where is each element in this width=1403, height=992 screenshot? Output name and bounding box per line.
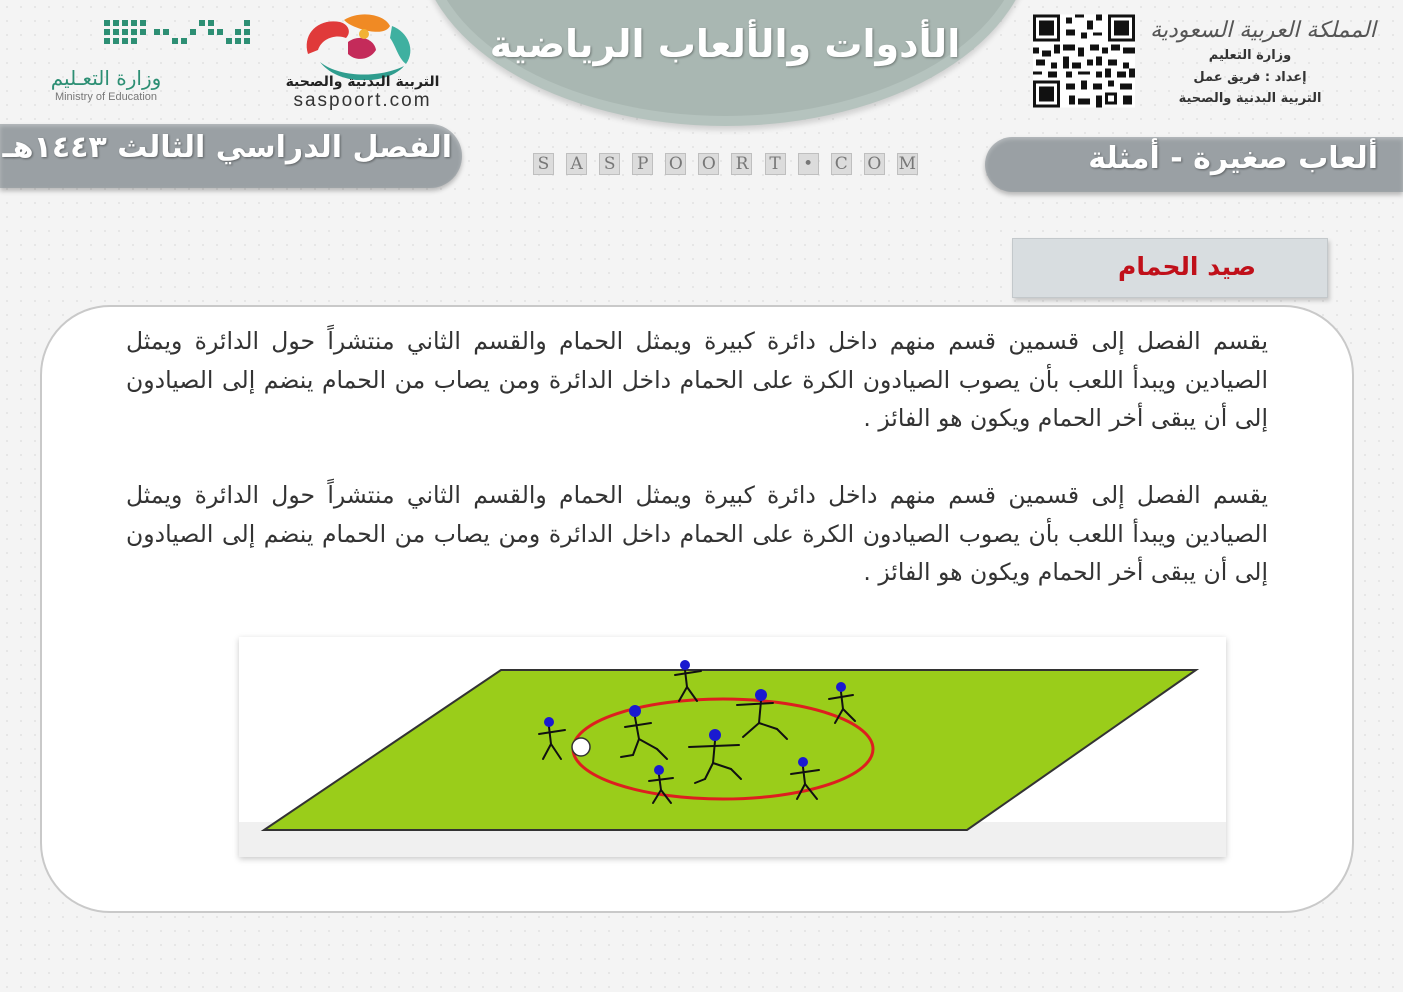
watermark-letter: O (665, 153, 686, 175)
site-logo-domain[interactable]: saspoort.com (293, 90, 432, 111)
watermark-letter: M (898, 154, 917, 174)
prepared-by: إعداد : فريق عمل (1193, 70, 1307, 85)
watermark-letter: A (566, 153, 587, 175)
watermark-letter: • (798, 153, 819, 175)
games-label: ألعاب صغيرة - أمثلة (1088, 141, 1378, 176)
department-name: التربية البدنية والصحية (1178, 91, 1322, 106)
figure-head (798, 757, 808, 767)
semester-label: الفصل الدراسي الثالث ١٤٤٣هـ (2, 130, 452, 165)
ball-icon (572, 738, 590, 756)
watermark (533, 152, 918, 176)
ministry-logo-english: Ministry of Education (54, 91, 158, 103)
watermark-letter: T (765, 153, 786, 175)
game-description-paragraph: يقسم الفصل إلى قسمين قسم منهم داخل دائرة كبيرة ويمثل الحمام والقسم الثاني منتشراً حول الدائرة ويمثل الصيادين ويبدأ اللعب بأن يصوب الصيادون الكرة على الحمام داخل الدائرة ومن يصاب من الحمام ينضم إلى الصيادون إلى أن يبقى أخر الحمام ويكون هو الفائز . (126, 327, 1268, 432)
figure-head (755, 689, 767, 701)
watermark-letter: S (599, 153, 620, 175)
playing-field (264, 670, 1196, 830)
figure-head (709, 729, 721, 741)
watermark-letter: C (831, 153, 852, 175)
watermark-letter: S (533, 153, 554, 175)
game-illustration (239, 637, 1226, 857)
ministry-name: وزارة التعليم (1208, 48, 1292, 63)
ministry-logo-arabic: وزارة التعـليم (50, 66, 162, 90)
figure-head (680, 660, 690, 670)
figure-head (629, 705, 641, 717)
ministry-logo-icon (104, 18, 254, 52)
site-logo-icon (300, 12, 420, 80)
watermark-letter: O (698, 153, 719, 175)
site-logo-arabic: التربية البدنية والصحية (285, 74, 440, 90)
page-title: الأدوات والألعاب الرياضية (489, 22, 961, 66)
kingdom-name: المملكة العربية السعودية (1150, 18, 1376, 43)
watermark-letter: O (864, 153, 885, 175)
qr-code-icon[interactable] (1033, 14, 1135, 108)
watermark-letter: R (731, 153, 752, 175)
figure-head (836, 682, 846, 692)
figure-head (654, 765, 664, 775)
playing-field-illustration (239, 637, 1226, 857)
game-description-paragraph: يقسم الفصل إلى قسمين قسم منهم داخل دائرة كبيرة ويمثل الحمام والقسم الثاني منتشراً حول الدائرة ويمثل الصيادين ويبدأ اللعب بأن يصوب الصيادون الكرة على الحمام داخل الدائرة ومن يصاب من الحمام ينضم إلى الصيادون إلى أن يبقى أخر الحمام ويكون هو الفائز . (126, 481, 1268, 586)
watermark-letter: P (632, 153, 653, 175)
figure-head (544, 717, 554, 727)
section-title: صيد الحمام (1118, 252, 1256, 281)
